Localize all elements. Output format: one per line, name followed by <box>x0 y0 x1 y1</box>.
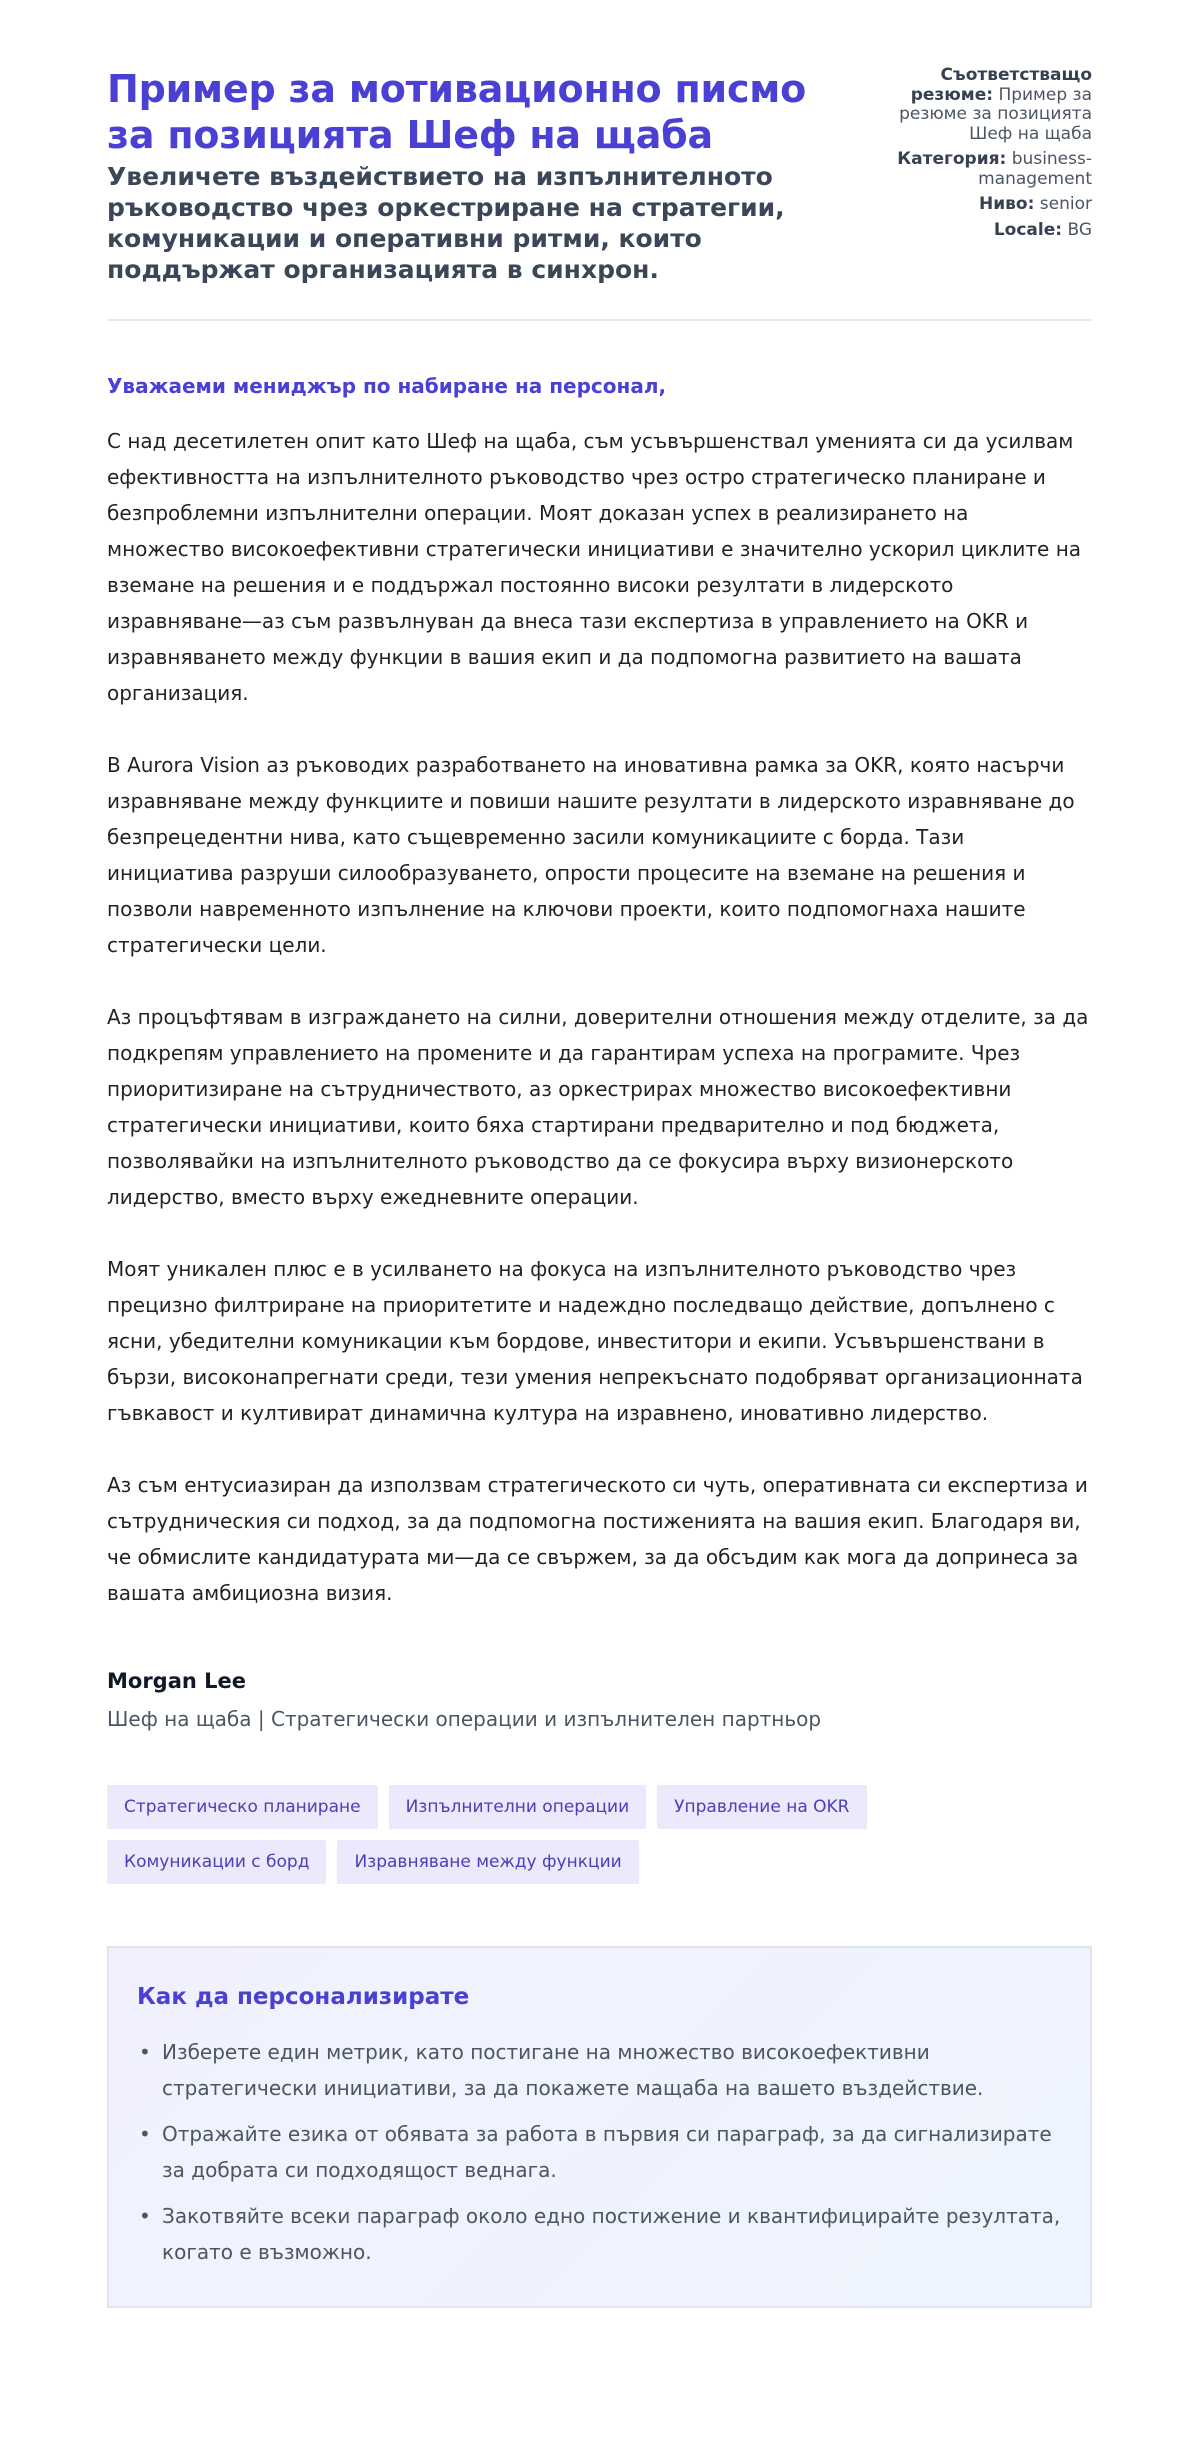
page-subtitle: Увеличете въздействието на изпълнителното ръководство чрез оркестриране на стратегии, комуникации и оперативни ритми, които поддържат организацията в синхрон. <box>107 162 785 284</box>
meta-matching-resume <box>882 66 1092 144</box>
meta-locale-value: BG <box>1067 219 1092 240</box>
meta-locale-label: Locale: <box>993 219 1063 240</box>
skill-tag: Изпълнителни операции <box>389 1785 647 1829</box>
meta-category-label: Категория: <box>897 149 1007 169</box>
letter-body <box>107 373 1092 1611</box>
tips-item-text: Закотвяйте всеки параграф около едно постижение и квантифицирайте резултата, когато е възможно. <box>162 2204 1061 2264</box>
tips-item-text: Отражайте езика от обявата за работа в първия си параграф, за да сигнализирате за добрата си подходящост веднага. <box>162 2122 1052 2182</box>
tips-list <box>137 2034 1062 2270</box>
tips-list-item <box>137 2034 1062 2106</box>
meta-level-value: senior <box>1039 194 1092 214</box>
tips-item-text: Изберете един метрик, като постигане на множество високоефективни стратегически инициативи, за да покажете мащаба на вашето въздействие. <box>162 2040 984 2100</box>
skill-tags <box>107 1785 867 1884</box>
bullet-icon: • <box>139 2040 151 2064</box>
customization-tips-box <box>107 1946 1092 2308</box>
letter-paragraph: В Aurora Vision аз ръководих разработването на иновативна рамка за OKR, която насърчи изравняване между функциите и повиши нашите резултати в лидерското изравняване до безпрецедентни нива, като същевременно засили комуникациите с борда. Тази инициатива разруши силообразуването, опрости процесите на вземане на решения и позволи навременното изпълнение на ключови проекти, които подпомогнаха нашите стратегически цели. <box>107 753 1075 957</box>
letter-paragraph: Аз съм ентусиазиран да използвам стратегическото си чуть, оперативната си експертиза и сътрудническия си подход, за да подпомогна постиженията на вашия екип. Благодаря ви, че обмислите кандидатурата ми—да се свържем, за да обсъдим как мога да допринеса за вашата амбициозна визия. <box>107 1473 1088 1605</box>
skill-tag: Стратегическо планиране <box>107 1785 378 1829</box>
meta-level <box>882 195 1092 215</box>
header-title-block <box>107 66 847 285</box>
letter-paragraphs <box>107 423 1092 1611</box>
letter-paragraph: Аз процъфтявам в изграждането на силни, доверителни отношения между отделите, за да подкрепям управлението на промените и да гарантирам успеха на програмите. Чрез приоритизиране на сътрудничеството, аз оркестрирах множество високоефективни стратегически инициативи, които бяха стартирани предварително и под бюджета, позволявайки на изпълнителното ръководство да се фокусира върху визионерското лидерство, вместо върху ежедневните операции. <box>107 1005 1089 1209</box>
skill-tag: Комуникации с борд <box>107 1840 326 1884</box>
letter-greeting: Уважаеми мениджър по набиране на персонал, <box>107 374 667 398</box>
meta-level-label: Ниво: <box>979 194 1035 214</box>
meta-locale <box>882 221 1092 241</box>
meta-resume-label: Съответстващо резюме: <box>910 65 1092 105</box>
letter-paragraph: Моят уникален плюс е в усилването на фокуса на изпълнителното ръководство чрез прецизно филтриране на приоритетите и надеждно последващо действие, допълнено с ясни, убедителни комуникации към бордове, инвеститори и екипи. Усъвършенствани в бързи, високонапрегнати среди, тези умения непрекъснато подобряват организационната гъвкавост и култивират динамична култура на изравнено, иновативно лидерство. <box>107 1257 1083 1425</box>
skill-tag: Управление на OKR <box>657 1785 866 1829</box>
bullet-icon: • <box>139 2122 151 2146</box>
bullet-icon: • <box>139 2204 151 2228</box>
meta-category <box>882 150 1092 189</box>
letter-paragraph: С над десетилетен опит като Шеф на щаба, съм усъвършенствал уменията си да усилвам ефективността на изпълнителното ръководство чрез остро стратегическо планиране и безпроблемни изпълнителни операции. Моят доказан успех в реализирането на множество високоефективни стратегически инициативи е значително ускорил циклите на вземане на решения и е поддържал постоянно високи резултати в лидерското изравняване—аз съм развълнуван да внеса тази експертиза в управлението на OKR и изравняването между функции в вашия екип и да подпомогна развитието на вашата организация. <box>107 429 1082 705</box>
page-title: Пример за мотивационно писмо за позицията Шеф на щаба <box>107 67 807 157</box>
signature-block <box>107 1667 1092 1733</box>
signature-name: Morgan Lee <box>107 1669 247 1693</box>
meta-resume-value: Пример за резюме за позицията Шеф на щаба <box>899 84 1092 144</box>
tips-list-item <box>137 2116 1062 2188</box>
meta-category-value: business-management <box>978 149 1092 189</box>
tips-list-item <box>137 2198 1062 2270</box>
skill-tag: Изравняване между функции <box>337 1840 638 1884</box>
page-header <box>107 66 1092 321</box>
tips-title: Как да персонализирате <box>137 1984 470 2010</box>
signature-title: Шеф на щаба | Стратегически операции и изпълнителен партньор <box>107 1707 822 1731</box>
meta-panel <box>882 66 1092 246</box>
